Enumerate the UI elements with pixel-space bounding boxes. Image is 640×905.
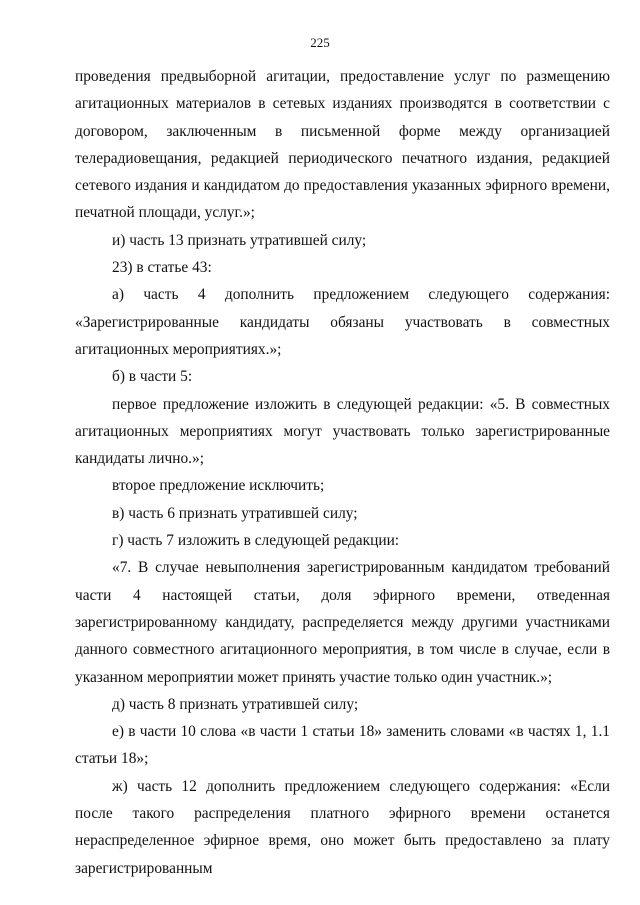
paragraph-item-v: в) часть 6 признать утратившей силу; <box>112 504 358 522</box>
paragraph-agitation-services: проведения предвыборной агитации, предоставление услуг по размещению агитационных материалов в сетевых изданиях производятся в соответствии с договором, заключенным в письменной форме между организацией телерадиовещания, редакцией периодического печатного издания, редакцией сетевого издания и кандидатом до предоставления указанных эфирного времени, печатной площади, услуг.»; <box>75 68 610 222</box>
paragraph-item-d: д) часть 8 признать утратившей силу; <box>112 695 359 713</box>
paragraph-item-zh: ж) часть 12 дополнить предложением следующего содержания: «Если после такого распределения платного эфирного времени останется нераспределенное эфирное время, оно может быть предоставлено за плату зарегистрированным <box>75 777 610 877</box>
paragraph-first-sentence: первое предложение изложить в следующей редакции: «5. В совместных агитационных мероприятиях могут участвовать только зарегистрированные кандидаты лично.»; <box>75 395 610 468</box>
paragraph-item-b: б) в части 5: <box>112 368 193 386</box>
paragraph-part-7-text: «7. В случае невыполнения зарегистрированным кандидатом требований части 4 настоящей статьи, доля эфирного времени, отведенная зарегистрированному кандидату, распределяется между другими участниками данного совместного агитационного мероприятия, в том числе в случае, если в указанном мероприятии может принять участие только один участник.»; <box>75 559 610 686</box>
paragraph-item-g: г) часть 7 изложить в следующей редакции: <box>112 532 400 550</box>
paragraph-second-sentence: второе предложение исключить; <box>112 477 325 495</box>
paragraph-item-23: 23) в статье 43: <box>112 259 212 277</box>
paragraph-item-i: и) часть 13 признать утратившей силу; <box>112 231 367 249</box>
paragraph-item-e: е) в части 10 слова «в части 1 статьи 18» заменить словами «в частях 1, 1.1 статьи 18»; <box>75 723 610 768</box>
document-body <box>75 63 610 882</box>
paragraph-item-a: а) часть 4 дополнить предложением следующего содержания: «Зарегистрированные кандидаты обязаны участвовать в совместных агитационных мероприятиях.»; <box>75 286 610 358</box>
page-number: 225 <box>310 35 330 50</box>
